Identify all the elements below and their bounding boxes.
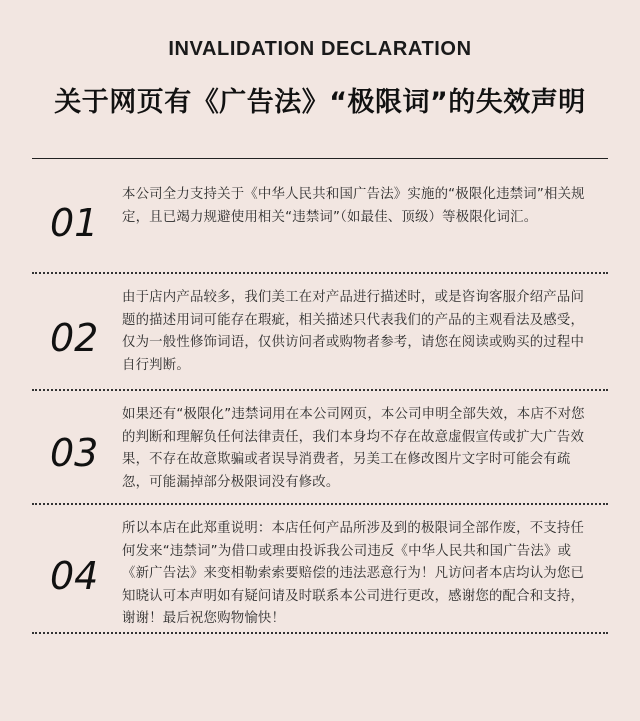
- item-text-01: 本公司全力支持关于《中华人民共和国广告法》实施的“极限化违禁词”相关规定，且已竭力规避使用相关“违禁词”（如最佳、顶级）等极限化词汇。: [122, 187, 585, 225]
- title-divider: [32, 158, 608, 159]
- item-text-02: 由于店内产品较多，我们美工在对产品进行描述时，或是咨询客服介绍产品问题的描述用词可能存在瑕疵，相关描述只代表我们的产品的主观看法及感受，仅为一般性修饰词语，仅供访问者或购物者参考，请您在阅读或购买的过程中自行判断。: [122, 290, 585, 373]
- item-number-01: 01: [50, 201, 99, 245]
- item-number-03: 03: [50, 431, 99, 475]
- dotted-divider-4: [32, 632, 608, 634]
- item-number-04: 04: [50, 554, 99, 598]
- page-title: 关于网页有《广告法》“极限词”的失效声明: [54, 87, 586, 118]
- item-number-02: 02: [50, 316, 99, 360]
- english-subtitle: INVALIDATION DECLARATION: [168, 38, 472, 60]
- dotted-divider-2: [32, 389, 608, 391]
- item-text-03: 如果还有“极限化”违禁词用在本公司网页，本公司申明全部失效，本店不对您的判断和理解负任何法律责任，我们本身均不存在故意虚假宣传或扩大广告效果，不存在故意欺骗或者误导消费者，另美工在修改图片文字时可能会有疏忽，可能漏掉部分极限词没有修改。: [122, 407, 585, 490]
- dotted-divider-1: [32, 272, 608, 274]
- dotted-divider-3: [32, 503, 608, 505]
- item-text-04: 所以本店在此郑重说明：本店任何产品所涉及到的极限词全部作废，不支持任何发来“违禁词”为借口或理由投诉我公司违反《中华人民共和国广告法》或《新广告法》来变相勒索索要赔偿的违法恶意行为！凡访问者本店均认为您已知晓认可本声明如有疑问请及时联系本公司进行更改，感谢您的配合和支持，谢谢！最后祝您购物愉快！: [122, 521, 585, 626]
